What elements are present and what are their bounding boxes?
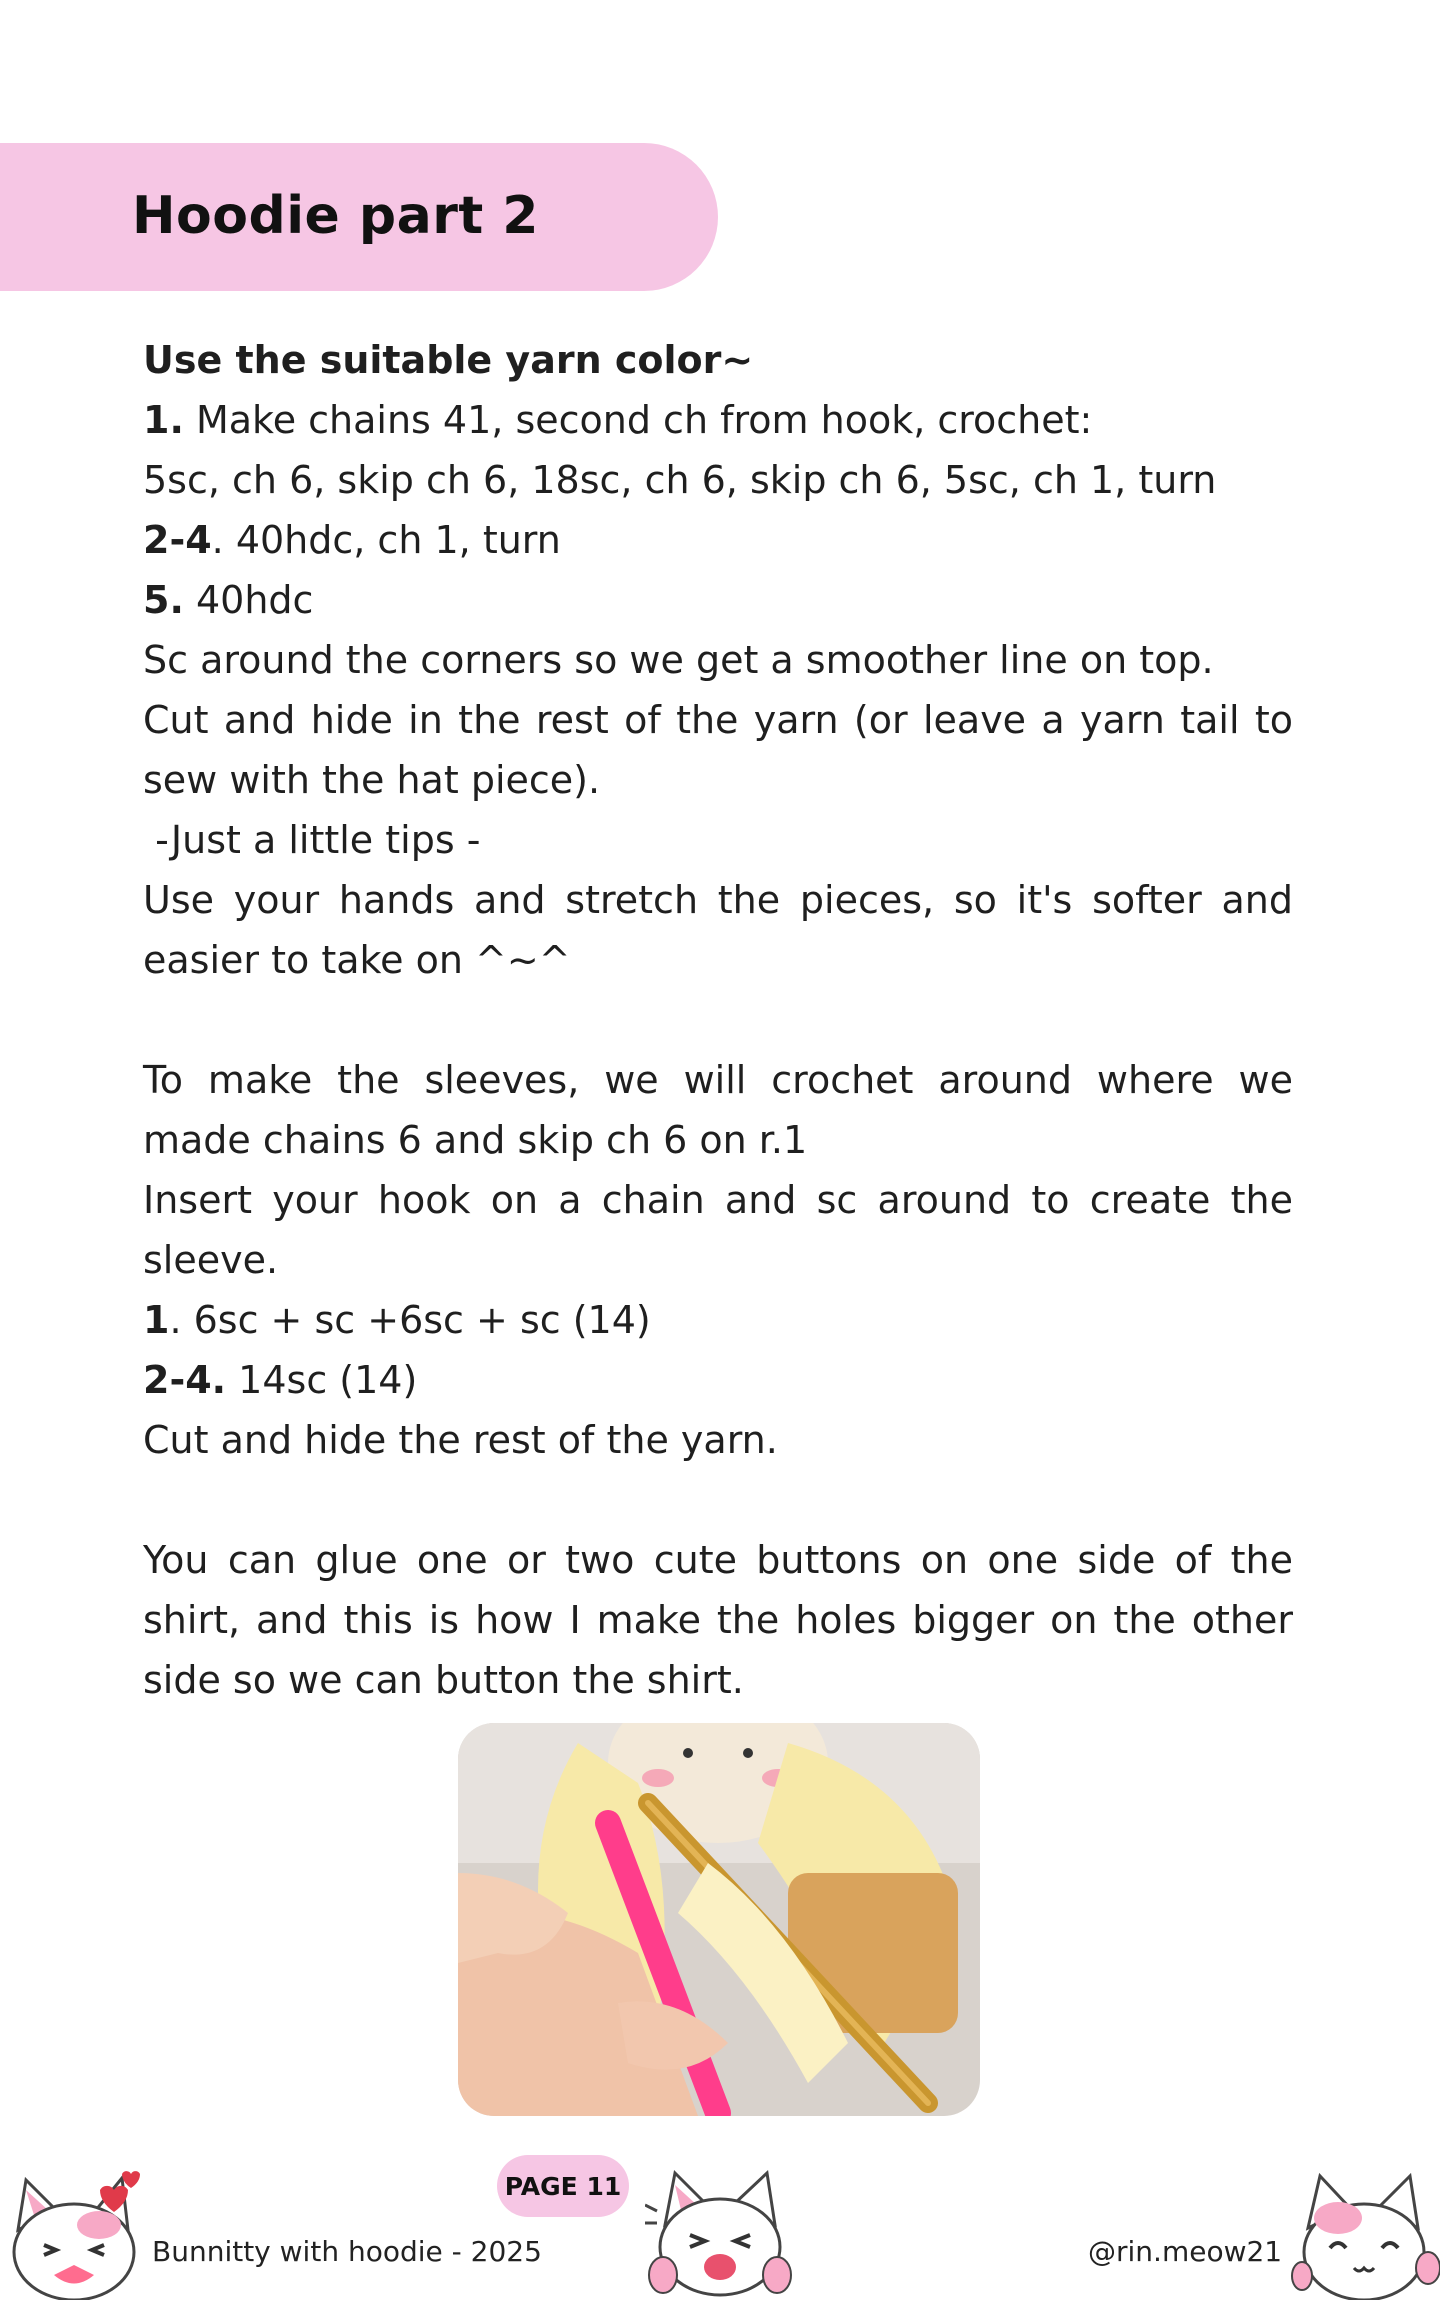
sleeves-intro-1: To make the sleeves, we will crochet around where we [143, 1058, 1293, 1102]
sleeves-intro-2: made chains 6 and skip ch 6 on r.1 [143, 1118, 808, 1162]
hoodie-row-5: 5. 40hdc [143, 578, 314, 622]
finishing-cut-line-2: sew with the hat piece). [143, 758, 601, 802]
spacer [143, 990, 1293, 1050]
yarn-color-heading: Use the suitable yarn color~ [143, 338, 754, 382]
sleeve-row-2-4: 2-4. 14sc (14) [143, 1358, 418, 1402]
cat-mascot-laughing-icon [645, 2165, 795, 2300]
finishing-corners: Sc around the corners so we get a smoother line on top. [143, 638, 1214, 682]
buttons-line-3: side so we can button the shirt. [143, 1658, 744, 1702]
spacer [143, 1470, 1293, 1530]
sleeves-insert-1: Insert your hook on a chain and sc around to create the [143, 1178, 1293, 1222]
hoodie-row-1: 1. Make chains 41, second ch from hook, crochet: [143, 398, 1093, 442]
hoodie-row-2-4: 2-4. 40hdc, ch 1, turn [143, 518, 561, 562]
buttons-line-1: You can glue one or two cute buttons on one side of the [143, 1538, 1293, 1582]
crochet-photo-illustration [458, 1723, 980, 2116]
tips-title: -Just a little tips - [143, 818, 481, 862]
finishing-cut-line-1: Cut and hide in the rest of the yarn (or leave a yarn tail to [143, 698, 1293, 742]
page-title: Hoodie part 2 [132, 186, 539, 246]
cat-mascot-heart-icon [4, 2170, 144, 2300]
buttons-line-2: shirt, and this is how I make the holes bigger on the other [143, 1598, 1293, 1642]
tips-line-2: easier to take on ^~^ [143, 938, 571, 982]
hoodie-row-1-cont: 5sc, ch 6, skip ch 6, 18sc, ch 6, skip ch 6, 5sc, ch 1, turn [143, 458, 1217, 502]
sleeve-row-1: 1. 6sc + sc +6sc + sc (14) [143, 1298, 651, 1342]
sleeves-end: Cut and hide the rest of the yarn. [143, 1418, 778, 1462]
page-number-badge: PAGE 11 [497, 2155, 629, 2217]
footer-author-handle: @rin.meow21 [1088, 2235, 1283, 2268]
tips-line-1: Use your hands and stretch the pieces, so it's softer and [143, 878, 1293, 922]
pattern-text [143, 330, 1293, 1710]
footer-pattern-name: Bunnitty with hoodie - 2025 [152, 2235, 542, 2268]
sleeves-insert-2: sleeve. [143, 1238, 279, 1282]
crochet-photo [458, 1723, 980, 2116]
cat-mascot-waving-icon [1290, 2168, 1440, 2300]
